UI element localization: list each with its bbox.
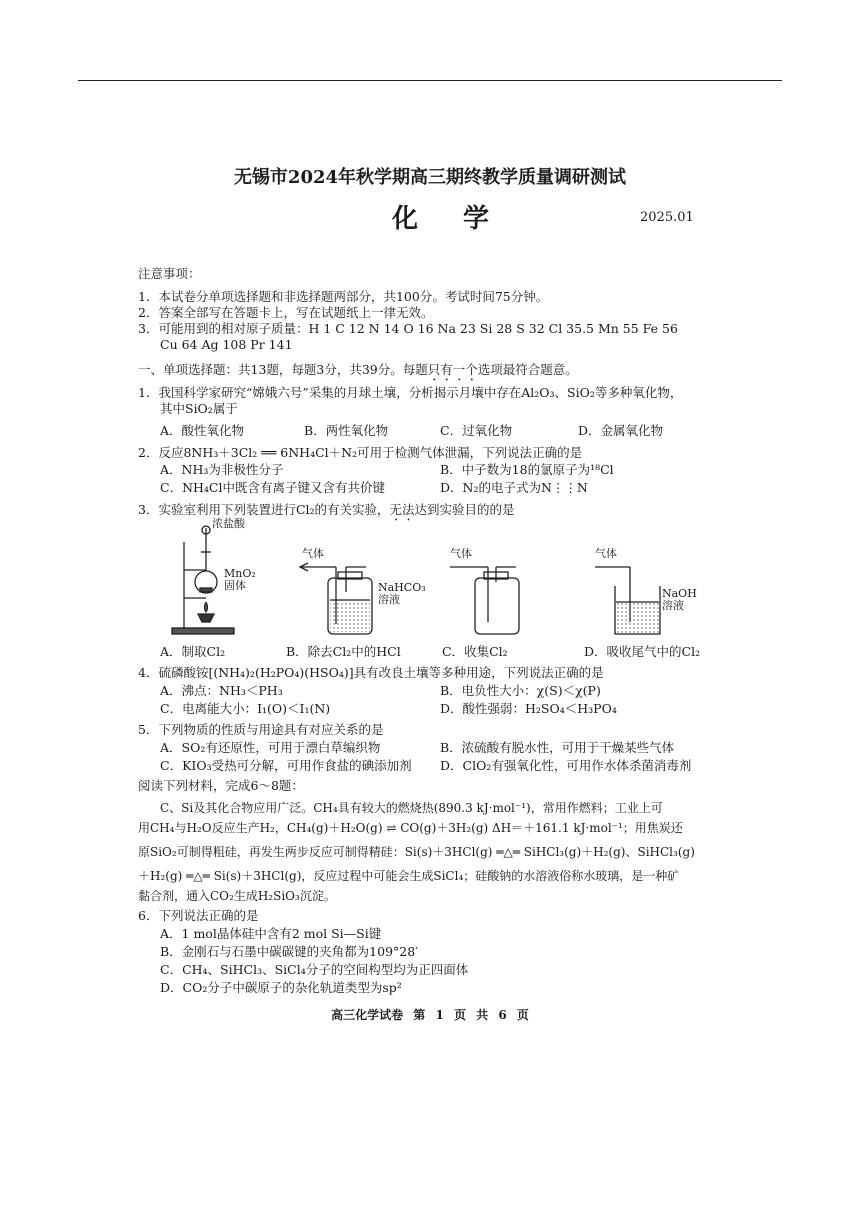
material-line-3: 原SiO₂可制得粗硅，再发生两步反应可制得精硅：Si(s)＋3HCl(g) ═△═ SiHCl₃(g)＋H₂(g)、SiHCl₃(g) <box>138 845 695 859</box>
q6-stem: 6．下列说法正确的是 <box>138 908 259 923</box>
q3-option-a: A．制取Cl₂ <box>160 644 226 659</box>
q1-option-d: D．金属氧化物 <box>578 423 664 438</box>
label-gas-d: 气体 <box>595 547 617 560</box>
material-intro: 阅读下列材料，完成6～8题： <box>138 778 304 793</box>
q1-stem-cont: 其中SiO₂属于 <box>160 401 238 416</box>
page-footer: 高三化学试卷 第 1 页 共 6 页 <box>331 1008 529 1022</box>
q4-option-c: C．电离能大小：I₁(O)＜I₁(N) <box>160 701 331 716</box>
q1-option-b: B．两性氧化物 <box>304 423 389 438</box>
q3-option-b: B．除去Cl₂中的HCl <box>286 644 401 659</box>
q5-stem: 5．下列物质的性质与用途具有对应关系的是 <box>138 722 384 737</box>
section-heading: 一、单项选择题：共13题，每题3分，共39分。每题只有一个选项最符合题意。 <box>138 362 578 377</box>
label-gas-c: 气体 <box>450 547 472 560</box>
collection-bottle-apparatus <box>450 567 519 634</box>
notice-item-3: 3．可能用到的相对原子质量：H 1 C 12 N 14 O 16 Na 23 Si 28 S 32 Cl 35.5 Mn 55 Fe 56 <box>138 321 678 336</box>
material-line-4: ＋H₂(g) ═△═ Si(s)＋3HCl(g)，反应过程中可能会生成SiCl₄；硅酸钠的水溶液俗称水玻璃，是一种矿 <box>138 869 680 883</box>
q1-option-c: C．过氧化物 <box>440 423 513 438</box>
q2-option-d: D．N₂的电子式为N⋮⋮N <box>440 480 588 495</box>
q2-option-b: B．中子数为18的氯原子为¹⁸Cl <box>440 462 614 477</box>
label-solution-b: 溶液 <box>378 593 400 606</box>
q2-stem: 2．反应8NH₃＋3Cl₂ ══ 6NH₄Cl＋N₂可用于检测气体泄漏，下列说法正确的是 <box>138 445 583 460</box>
q4-stem: 4．硫磷酸铵[(NH₄)₂(H₂PO₄)(HSO₄)]具有改良土壤等多种用途，下列说法正确的是 <box>138 665 604 680</box>
apparatus-drawing <box>160 522 760 642</box>
label-mno2: MnO₂ <box>224 567 256 580</box>
q4-option-a: A．沸点：NH₃＜PH₃ <box>160 683 283 698</box>
q5-option-d: D．ClO₂有强氧化性，可用作水体杀菌消毒剂 <box>440 758 692 773</box>
subject-title: 化 学 <box>392 204 508 234</box>
top-rule <box>78 80 782 81</box>
q2-option-c: C．NH₄Cl中既含有离子键又含有共价键 <box>160 480 385 495</box>
label-gas-b: 气体 <box>302 547 324 560</box>
notice-item-2: 2．答案全部写在答题卡上，写在试题纸上一律无效。 <box>138 305 434 320</box>
apparatus-figures <box>160 517 760 642</box>
q3-option-d: D．吸收尾气中的Cl₂ <box>584 644 701 659</box>
q5-option-c: C．KIO₃受热可分解，可用作食盐的碘添加剂 <box>160 758 412 773</box>
q4-option-b: B．电负性大小：χ(S)＜χ(P) <box>440 683 601 698</box>
exam-date: 2025.01 <box>640 210 694 225</box>
q1-option-a: A．酸性氧化物 <box>160 423 245 438</box>
exam-title: 无锡市2024年秋学期高三期终教学质量调研测试 <box>233 167 627 188</box>
q4-option-d: D．酸性强弱：H₂SO₄＜H₃PO₄ <box>440 701 617 716</box>
q6-option-c: C．CH₄、SiHCl₃、SiCl₄分子的空间构型均为正四面体 <box>160 962 469 977</box>
q6-option-b: B．金刚石与石墨中碳碳键的夹角都为109°28′ <box>160 944 419 959</box>
notice-heading: 注意事项： <box>138 266 201 281</box>
q2-option-a: A．NH₃为非极性分子 <box>160 462 284 477</box>
q6-option-d: D．CO₂分子中碳原子的杂化轨道类型为sp² <box>160 980 402 995</box>
material-line-2: 用CH₄与H₂O反应生产H₂，CH₄(g)＋H₂O(g) ⇌ CO(g)＋3H₂(g) ΔH＝＋161.1 kJ·mol⁻¹；用焦炭还 <box>138 821 683 835</box>
absorption-beaker-apparatus <box>595 567 660 634</box>
q3-option-c: C．收集Cl₂ <box>442 644 508 659</box>
q5-option-b: B．浓硫酸有脱水性，可用于干燥某些气体 <box>440 740 675 755</box>
material-line-1: C、Si及其化合物应用广泛。CH₄具有较大的燃烧热(890.3 kJ·mol⁻¹)，常用作燃料；工业上可 <box>160 801 663 815</box>
label-nahco3: NaHCO₃ <box>378 581 426 594</box>
wash-bottle-apparatus <box>300 563 372 634</box>
material-line-5: 黏合剂，通入CO₂生成H₂SiO₃沉淀。 <box>138 889 336 903</box>
label-solid: 固体 <box>224 579 246 592</box>
label-conc-hcl: 浓盐酸 <box>212 517 245 530</box>
q6-option-a: A．1 mol晶体硅中含有2 mol Si—Si键 <box>160 926 382 941</box>
label-naoh: NaOH <box>662 587 697 600</box>
q1-stem: 1．我国科学家研究“嫦娥六号”采集的月球土壤，分析揭示月壤中存在Al₂O₃、SiO₂等多种氧化物， <box>138 385 683 400</box>
q5-option-a: A．SO₂有还原性，可用于漂白草编织物 <box>160 740 381 755</box>
notice-item-3-cont: Cu 64 Ag 108 Pr 141 <box>160 337 293 352</box>
label-solution-d: 溶液 <box>662 599 684 612</box>
notice-item-1: 1．本试卷分单项选择题和非选择题两部分，共100分。考试时间75分钟。 <box>138 289 549 304</box>
q3-stem: 3．实验室利用下列装置进行Cl₂的有关实验，无法达到实验目的的是 <box>138 502 515 517</box>
